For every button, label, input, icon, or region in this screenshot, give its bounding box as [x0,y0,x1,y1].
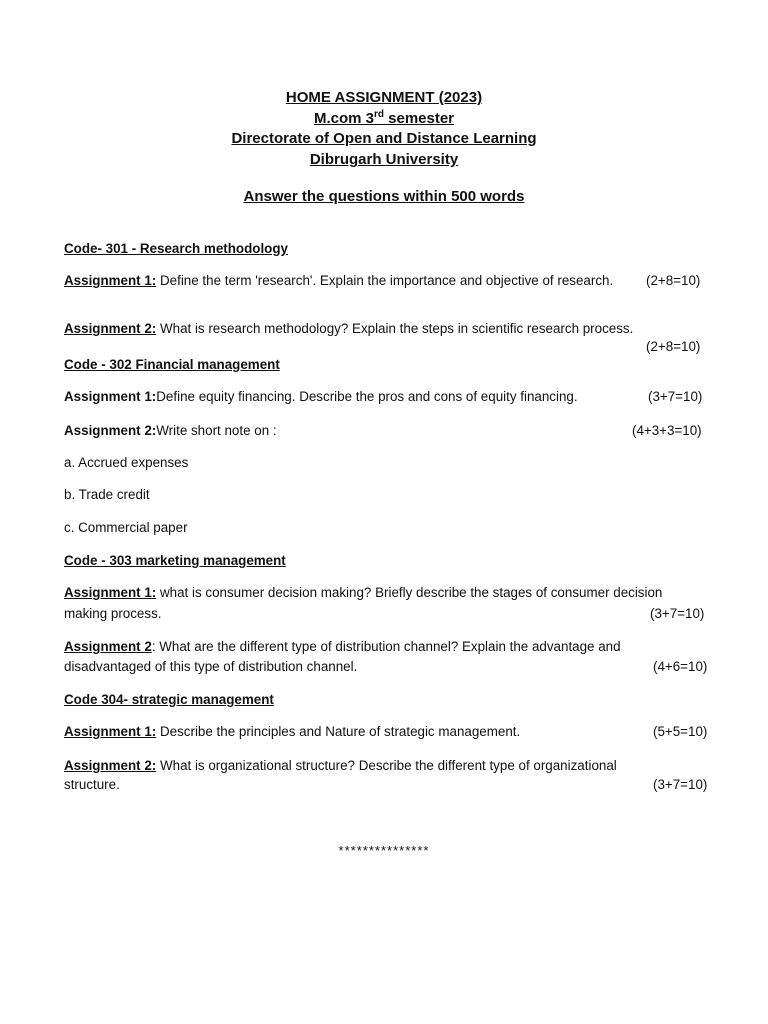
assignment-text: Describe the principles and Nature of strategic management. [156,724,521,739]
assignment-304-2-cont: structure. [64,777,120,792]
assignment-303-2 [64,639,621,654]
section-code-302: Code - 302 Financial management [64,357,280,372]
assignment-label: Assignment 2: [64,321,157,336]
assignment-label: Assignment 2: [64,423,157,438]
directorate-name: Directorate of Open and Distance Learning [231,130,537,147]
assignment-304-2 [64,758,617,773]
assignment-303-1-cont: making process. [64,606,162,621]
subitem-b: b. Trade credit [64,487,150,502]
assignment-301-1 [64,273,613,288]
section-code-304: Code 304- strategic management [64,692,274,707]
course-superscript: rd [373,109,384,120]
assignment-text: what is consumer decision making? Briefly describe the stages of consumer decision [156,585,663,600]
assignment-label-colon: : [151,639,156,654]
assignment-label: Assignment 1: [64,389,157,404]
marks-301-1: (2+8=10) [646,273,701,288]
instruction-line: Answer the questions within 500 words [243,188,525,205]
assignment-label: Assignment 1: [64,724,157,739]
assignment-text: What are the different type of distribution channel? Explain the advantage and [155,639,621,654]
course-semester: semester [383,110,455,127]
marks-301-2: (2+8=10) [646,339,701,354]
university-name: Dibrugarh University [309,151,459,168]
assignment-label: Assignment 2 [64,639,152,654]
marks-302-1: (3+7=10) [648,389,703,404]
assignment-302-1 [64,389,578,404]
subitem-c: c. Commercial paper [64,520,188,535]
course-name: M.com 3 [313,110,374,127]
assignment-text: Define the term 'research'. Explain the importance and objective of research. [156,273,614,288]
marks-302-2: (4+3+3=10) [632,423,702,438]
marks-304-2: (3+7=10) [653,777,708,792]
marks-303-2: (4+6=10) [653,659,708,674]
subitem-a: a. Accrued expenses [64,455,189,470]
assignment-302-2 [64,423,277,438]
assignment-text: Define equity financing. Describe the pros and cons of equity financing. [156,389,578,404]
marks-304-1: (5+5=10) [653,724,708,739]
assignment-label: Assignment 1: [64,585,157,600]
section-code-301: Code- 301 - Research methodology [64,241,288,256]
assignment-304-1 [64,724,520,739]
assignment-text: Write short note on : [156,423,277,438]
assignment-text: What is research methodology? Explain the steps in scientific research process. [156,321,634,336]
assignment-label: Assignment 1: [64,273,157,288]
assignment-text: What is organizational structure? Describe the different type of organizational [156,758,617,773]
assignment-title: HOME ASSIGNMENT (2023) [285,89,483,106]
marks-303-1: (3+7=10) [650,606,705,621]
section-code-303: Code - 303 marketing management [64,553,286,568]
assignment-303-1 [64,585,662,600]
assignment-303-2-cont: disadvantaged of this type of distribution channel. [64,659,358,674]
assignment-label: Assignment 2: [64,758,157,773]
assignment-301-2 [64,321,633,336]
end-stars: *************** [338,843,430,858]
course-line [0,109,768,127]
